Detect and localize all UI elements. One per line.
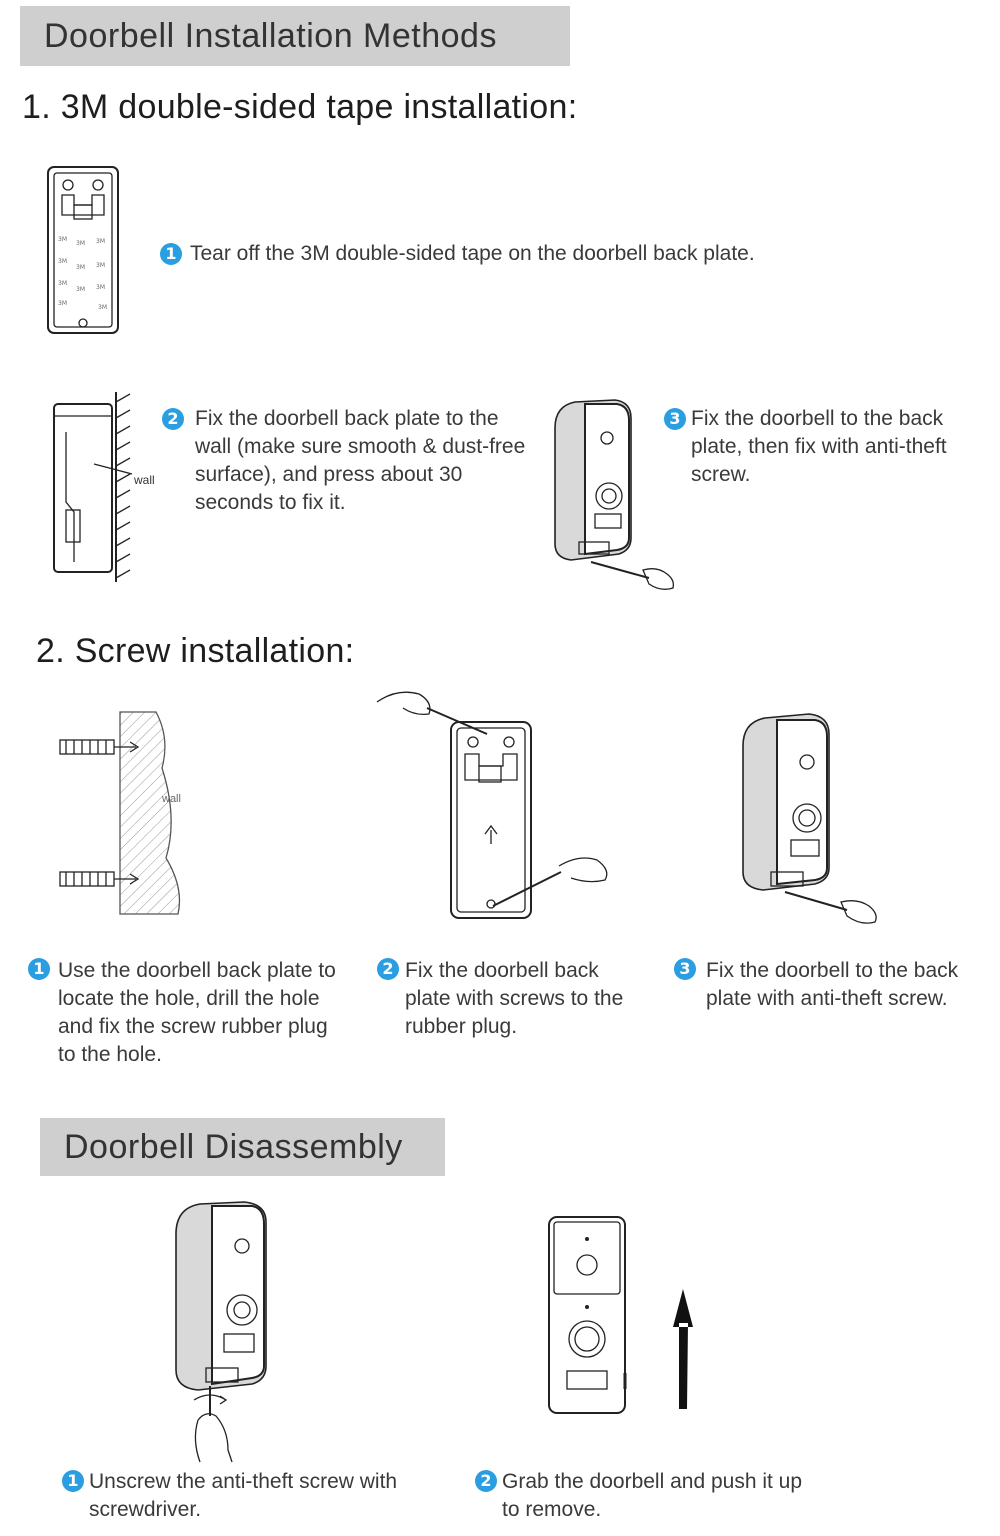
tape-mark: 3M (58, 280, 67, 287)
doorbell-anti-theft-screw-illustration-2 (735, 712, 895, 932)
disassembly-step-1 (89, 1468, 409, 1524)
wall-rubber-plug-illustration (58, 708, 193, 918)
step-badge: 3 (664, 408, 686, 430)
tape-mark: 3M (76, 240, 85, 247)
disassembly-step-2-text: Grab the doorbell and push it up to remove. (502, 1470, 803, 1521)
tape-mark: 3M (58, 258, 67, 265)
plate-on-wall-side-illustration (48, 392, 163, 582)
back-plate-3m-illustration (46, 165, 121, 337)
tape-step-3-text: Fix the doorbell to the back plate, then fix with anti-theft screw. (691, 407, 947, 486)
back-plate-screws-illustration (375, 684, 615, 924)
tape-step-2-text: Fix the doorbell back plate to the wall (make sure smooth & dust-free surface), and press about 30 seconds to fix it. (195, 407, 526, 514)
tape-step-1 (190, 240, 890, 268)
tape-mark: 3M (96, 238, 105, 245)
screw-step-3 (706, 957, 986, 1013)
screw-step-1-text: Use the doorbell back plate to locate the hole, drill the hole and fix the screw rubber plug to the hole. (58, 959, 336, 1066)
wall-label: wall (134, 473, 155, 487)
tape-mark: 3M (58, 300, 67, 307)
screw-step-3-text: Fix the doorbell to the back plate with anti-theft screw. (706, 959, 959, 1010)
section-heading-tape: 1. 3M double-sided tape installation: (22, 88, 578, 126)
step-badge: 1 (160, 243, 182, 265)
tape-step-1-text: Tear off the 3M double-sided tape on the doorbell back plate. (190, 242, 755, 265)
banner-installation-methods (20, 6, 570, 66)
section-heading-screw: 2. Screw installation: (36, 632, 355, 670)
tape-mark: 3M (58, 236, 67, 243)
screw-step-2-text: Fix the doorbell back plate with screws to the rubber plug. (405, 959, 624, 1038)
step-badge: 2 (162, 408, 184, 430)
tape-mark: 3M (76, 286, 85, 293)
banner-title: Doorbell Installation Methods (44, 17, 497, 55)
tape-mark: 3M (96, 284, 105, 291)
tape-mark: 3M (96, 262, 105, 269)
step-badge: 1 (28, 958, 50, 980)
step-badge: 3 (674, 958, 696, 980)
disassembly-step-2 (502, 1468, 822, 1524)
banner-disassembly (40, 1118, 445, 1176)
banner-title: Doorbell Disassembly (64, 1128, 403, 1166)
doorbell-unscrew-illustration (170, 1200, 280, 1465)
step-badge: 2 (377, 958, 399, 980)
tape-step-2 (195, 405, 530, 517)
wall-label: wall (162, 793, 181, 805)
screw-step-2 (405, 957, 645, 1041)
disassembly-step-1-text: Unscrew the anti-theft screw with screwdriver. (89, 1470, 398, 1521)
step-badge: 1 (62, 1470, 84, 1492)
tape-step-3 (691, 405, 961, 489)
tape-mark: 3M (98, 304, 107, 311)
doorbell-anti-theft-screw-illustration (545, 398, 685, 598)
doorbell-front-push-up-illustration (545, 1213, 705, 1418)
screw-step-1 (58, 957, 338, 1069)
step-badge: 2 (475, 1470, 497, 1492)
tape-mark: 3M (76, 264, 85, 271)
